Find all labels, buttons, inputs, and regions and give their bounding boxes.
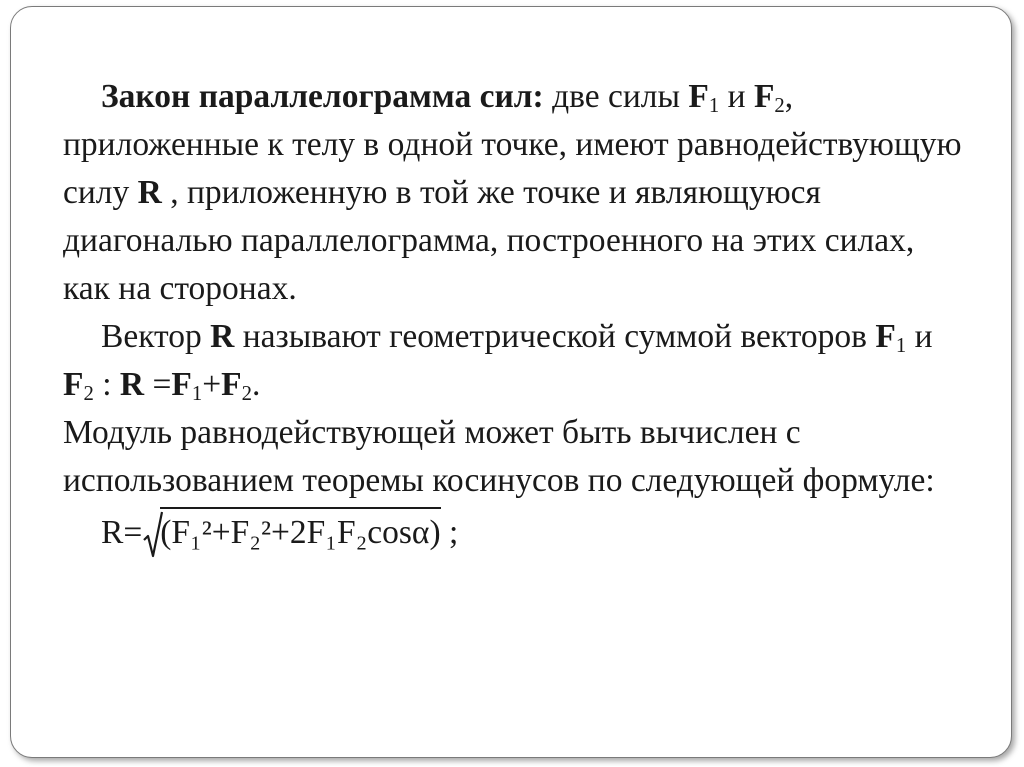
paragraph-law	[63, 73, 963, 313]
vector-f1: F	[875, 318, 896, 355]
text-span: +	[202, 366, 222, 403]
text-span: Вектор	[101, 318, 211, 355]
subscript: 2	[83, 382, 94, 406]
sum-f2: F	[221, 366, 242, 403]
text-span: =	[144, 366, 172, 403]
text-span: и	[906, 318, 933, 355]
subscript: 1	[895, 334, 907, 358]
paragraph-vector	[63, 313, 963, 409]
text-span: , приложенные к телу в одной точке, имеют равнодействующую силу	[63, 78, 962, 211]
formula-radicand: (F₁²+F₂²+2F₁F₂cosα)	[160, 507, 440, 555]
text-span: , приложенную в той же точке и являющуюся диагональю параллелограмма, построенного на этих силах, как на сторонах.	[63, 174, 915, 307]
formula-tail: ;	[440, 514, 459, 551]
resultant-formula	[63, 507, 963, 567]
resultant-r: R	[137, 174, 162, 211]
slide-frame	[10, 6, 1012, 758]
text-span: называют геометрической суммой векторов	[234, 318, 876, 355]
subscript: 1	[191, 382, 203, 406]
formula-lhs: R=	[101, 514, 143, 551]
subscript: 1	[708, 94, 720, 118]
vector-f2: F	[63, 366, 84, 403]
force-f2: F	[753, 78, 775, 115]
sum-f1: F	[171, 366, 192, 403]
subscript: 2	[774, 94, 785, 118]
law-term: Закон параллелограмма сил:	[101, 78, 544, 115]
subscript: 2	[241, 382, 253, 406]
force-f1: F	[688, 78, 709, 115]
slide-content	[63, 73, 963, 567]
text-span: :	[93, 366, 120, 403]
text-span: две силы	[543, 78, 689, 115]
sum-r: R	[119, 366, 145, 403]
text-span: и	[719, 78, 754, 115]
text-span: .	[252, 366, 261, 403]
vector-r: R	[210, 318, 235, 355]
paragraph-modulus: Модуль равнодействующей может быть вычислен с использованием теоремы косинусов по следующей формуле:	[63, 414, 935, 499]
